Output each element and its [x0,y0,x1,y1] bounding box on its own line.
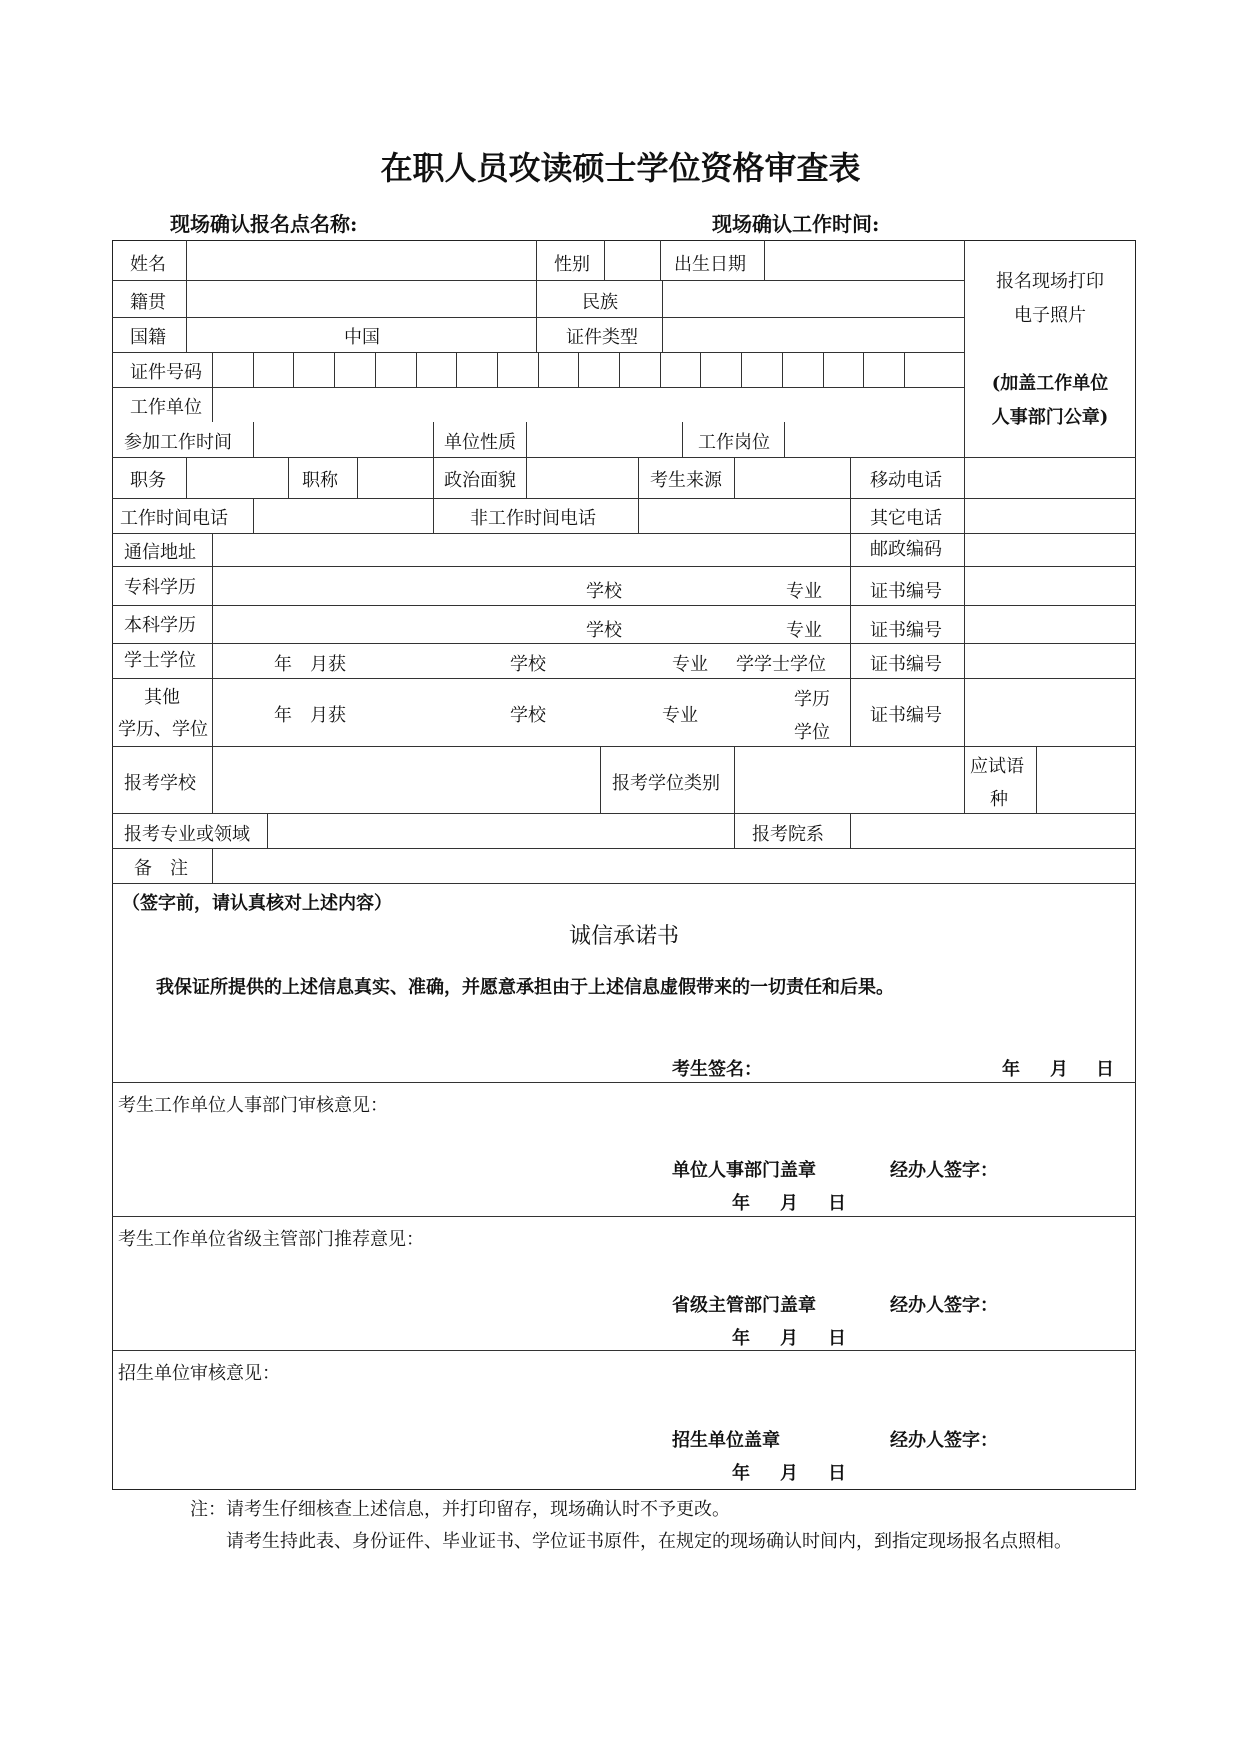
hr-seal-label: 单位人事部门盖章 [672,1160,816,1181]
pledge-body: 我保证所提供的上述信息真实、准确，并愿意承担由于上述信息虚假带来的一切责任和后果。 [156,977,894,998]
ethnicity-field[interactable] [662,281,964,317]
other-edu-label-line2: 学历、学位 [118,719,208,740]
pledge-year: 年 [1002,1059,1020,1080]
grid-line [433,498,434,533]
admission-day: 日 [828,1463,846,1484]
grid-line [904,352,905,387]
grid-line [850,498,851,533]
exam-language-label-line1: 应试语 [970,756,1024,777]
other-school-label: 学校 [510,705,546,726]
title-rank-field[interactable] [357,458,433,498]
apply-dept-field[interactable] [850,814,1135,848]
grid-line [253,352,254,387]
grid-line [850,533,851,746]
photo-note-line2: 电子照片 [1014,305,1086,326]
junior-college-field[interactable] [212,567,850,605]
exam-language-label-line2: 种 [990,789,1008,810]
bachelor-edu-label: 本科学历 [124,615,196,636]
provincial-month: 月 [780,1328,798,1349]
native-place-field[interactable] [186,281,536,317]
grid-line [578,352,579,387]
id-type-label: 证件类型 [566,327,638,348]
grid-line [456,352,457,387]
employer-label: 工作单位 [130,397,202,418]
exam-language-field[interactable] [1036,747,1135,813]
work-start-label: 参加工作时间 [124,432,232,453]
admission-month: 月 [780,1463,798,1484]
other-edu-field[interactable] [212,679,850,746]
grid-line [741,352,742,387]
grid-line [700,352,701,387]
offwork-phone-field[interactable] [638,499,850,533]
grid-line [293,352,294,387]
grid-line [112,1216,1136,1217]
gender-label: 性别 [554,254,590,275]
apply-dept-label: 报考院系 [752,824,824,845]
grid-line [112,1350,1136,1351]
hr-day: 日 [828,1193,846,1214]
native-place-label: 籍贯 [130,292,166,313]
political-status-field[interactable] [526,458,638,498]
grid-line [660,240,661,280]
birthdate-field[interactable] [764,241,964,280]
other-edu-type-line2: 学位 [794,722,830,743]
bachelor-edu-field[interactable] [212,606,850,643]
footer-note-1: 注：请考生仔细核查上述信息，并打印留存，现场确认时不予更改。 [190,1499,730,1520]
offwork-phone-label: 非工作时间电话 [470,508,596,529]
grid-line [863,352,864,387]
bachelor-degree-label: 学士学位 [124,650,196,671]
junior-major-label: 专业 [786,581,822,602]
bachelor-major-label: 专业 [786,620,822,641]
gender-field[interactable] [604,241,660,280]
unit-nature-label: 单位性质 [444,432,516,453]
grid-line [536,240,537,280]
apply-school-label: 报考学校 [124,773,196,794]
admission-year: 年 [732,1463,750,1484]
photo-area[interactable] [965,241,1135,457]
remark-field[interactable] [212,849,1135,883]
hr-handler-signature-label[interactable]: 经办人签字： [890,1160,998,1181]
admission-handler-signature-label[interactable]: 经办人签字： [890,1430,998,1451]
grid-line [734,813,735,848]
other-year-month: 年 月获 [274,705,346,726]
junior-cert-label: 证书编号 [870,581,942,602]
grid-line [212,352,213,387]
bachelor-cert-field[interactable] [965,606,1135,643]
mobile-field[interactable] [965,458,1135,498]
admission-review-label: 招生单位审核意见： [118,1363,280,1384]
degree-year-month: 年 月获 [274,654,346,675]
other-cert-label: 证书编号 [870,705,942,726]
grid-line [112,883,1136,884]
hr-year: 年 [732,1193,750,1214]
degree-cert-field[interactable] [965,644,1135,678]
grid-line [433,422,434,457]
pledge-heading: 诚信承诺书 [568,924,679,949]
mobile-label: 移动电话 [870,470,942,491]
other-phone-field[interactable] [965,499,1135,533]
source-field[interactable] [734,458,850,498]
grid-line [112,1082,1136,1083]
other-edu-type-line1: 学历 [794,689,830,710]
grid-line [288,457,289,498]
source-label: 考生来源 [650,470,722,491]
birthdate-label: 出生日期 [674,254,746,275]
grid-line [416,352,417,387]
pledge-month: 月 [1050,1059,1068,1080]
grid-line [619,352,620,387]
grid-line [334,352,335,387]
degree-cert-label: 证书编号 [870,654,942,675]
provincial-handler-signature-label[interactable]: 经办人签字： [890,1295,998,1316]
remark-label: 备 注 [134,858,188,879]
post-label: 职务 [130,470,166,491]
other-edu-label-line1: 其他 [144,687,180,708]
grid-line [682,422,683,457]
apply-school-field[interactable] [212,747,600,813]
grid-line [638,457,639,498]
nationality-label: 国籍 [130,327,166,348]
grid-line [782,352,783,387]
bachelor-cert-label: 证书编号 [870,620,942,641]
grid-line [375,352,376,387]
id-number-label: 证件号码 [130,362,202,383]
grid-line [850,457,851,498]
employer-field[interactable] [212,388,964,422]
junior-school-label: 学校 [586,581,622,602]
grid-line [538,352,539,387]
junior-cert-field[interactable] [965,567,1135,605]
photo-note-line1: 报名现场打印 [996,271,1104,292]
postcode-field[interactable] [965,534,1135,566]
work-start-field[interactable] [253,423,433,457]
job-position-label: 工作岗位 [698,432,770,453]
provincial-year: 年 [732,1328,750,1349]
hr-review-label: 考生工作单位人事部门审核意见： [118,1095,388,1116]
junior-college-label: 专科学历 [124,577,196,598]
name-field[interactable] [186,241,536,280]
post-field[interactable] [186,458,288,498]
apply-major-field[interactable] [267,814,734,848]
political-status-label: 政治面貌 [444,470,516,491]
apply-major-label: 报考专业或领域 [124,824,250,845]
other-major-label: 专业 [662,705,698,726]
provincial-review-label: 考生工作单位省级主管部门推荐意见： [118,1229,424,1250]
pledge-note: （签字前，请认真核对上述内容） [122,893,392,914]
postcode-label: 邮政编码 [870,539,942,560]
page-title: 在职人员攻读硕士学位资格审查表 [380,149,861,187]
pledge-day: 日 [1096,1059,1114,1080]
work-time-label: 现场确认工作时间: [712,212,880,236]
apply-degree-type-field[interactable] [734,747,964,813]
provincial-day: 日 [828,1328,846,1349]
other-phone-label: 其它电话 [870,508,942,529]
degree-school-label: 学校 [510,654,546,675]
provincial-seal-label: 省级主管部门盖章 [672,1295,816,1316]
title-rank-label: 职称 [302,470,338,491]
name-label: 姓名 [130,254,166,275]
address-field[interactable] [212,534,850,566]
hr-month: 月 [780,1193,798,1214]
photo-note-line4: 人事部门公章) [991,407,1109,428]
work-phone-field[interactable] [253,499,433,533]
id-type-field[interactable] [662,318,964,352]
other-cert-field[interactable] [965,679,1135,746]
site-name-label: 现场确认报名点名称: [170,212,358,236]
grid-line [600,746,601,813]
bachelor-degree-field[interactable] [212,644,850,678]
unit-nature-field[interactable] [526,423,682,457]
grid-line [823,352,824,387]
grid-line [964,746,965,813]
candidate-signature-label[interactable]: 考生签名： [672,1059,762,1080]
apply-degree-type-label: 报考学位类别 [612,773,720,794]
nationality-value[interactable]: 中国 [344,327,380,348]
admission-seal-label: 招生单位盖章 [672,1430,780,1451]
grid-line [660,352,661,387]
work-phone-label: 工作时间电话 [120,508,228,529]
degree-major-label: 专业 [672,654,708,675]
grid-line [497,352,498,387]
job-position-field[interactable] [784,423,964,457]
bachelor-school-label: 学校 [586,620,622,641]
address-label: 通信地址 [124,542,196,563]
grid-line [433,457,434,498]
degree-type-label: 学学士学位 [736,654,826,675]
grid-line [536,280,537,352]
footer-note-2: 请考生持此表、身份证件、毕业证书、学位证书原件，在规定的现场确认时间内，到指定现场报名点照相。 [226,1531,1072,1552]
photo-note-line3: (加盖工作单位 [991,373,1109,394]
ethnicity-label: 民族 [582,292,618,313]
